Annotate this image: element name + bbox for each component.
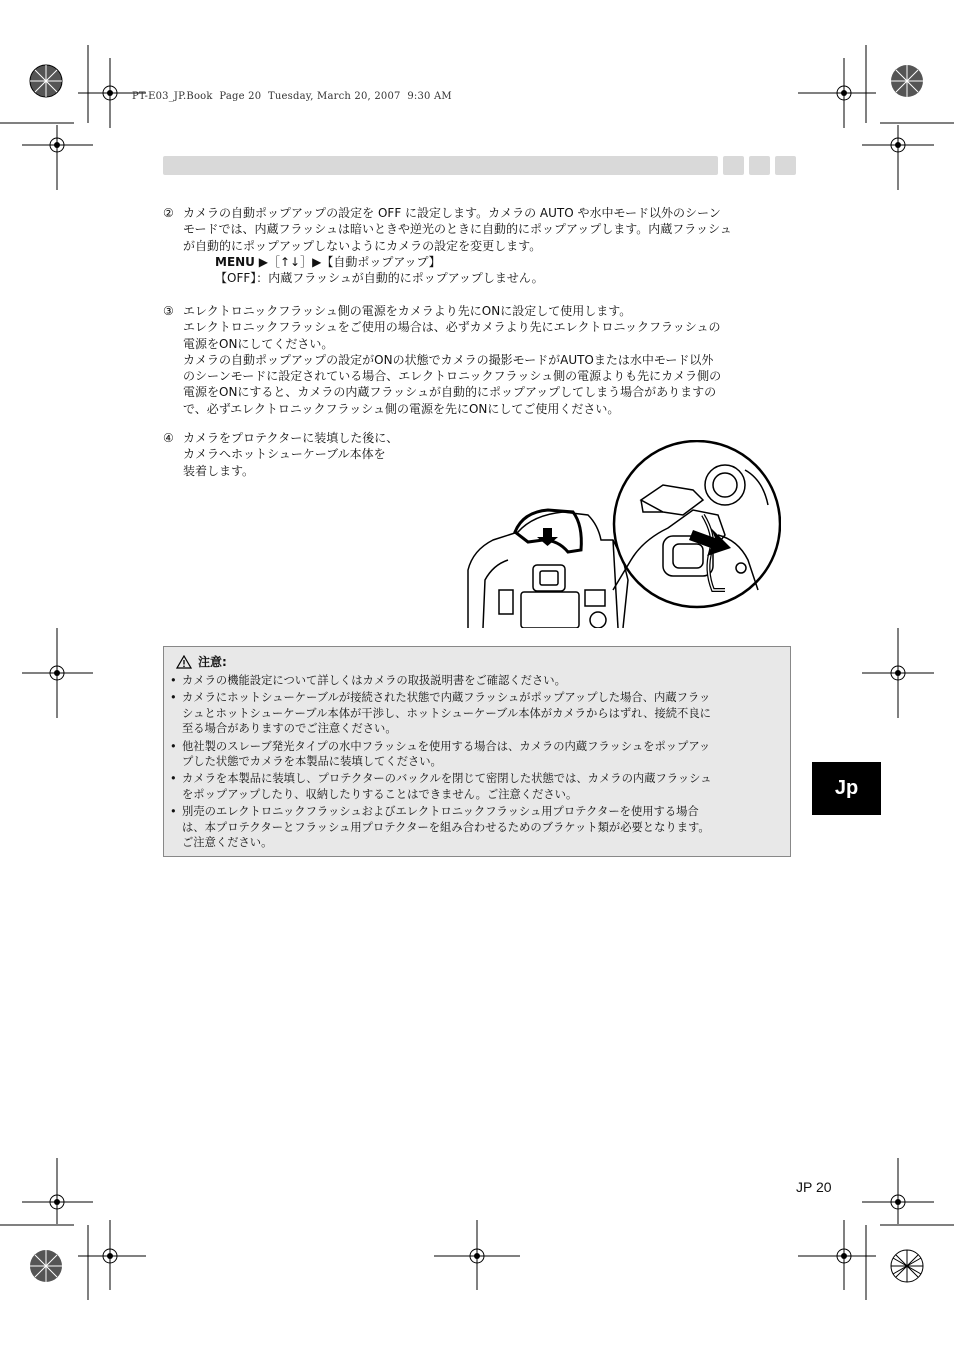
caution-item [168,673,784,689]
caution-item-line: は、本プロテクターとフラッシュ用プロテクターを組み合わせるためのブラケット類が必要となります。 [182,820,710,834]
step-text-line: カメラの自動ポップアップの設定がONの状態でカメラの撮影モードがAUTOまたは水中モード以外 [183,352,714,367]
option-description: 【OFF】：内蔵フラッシュが自動的にポップアップしません。 [215,271,544,286]
step-text-line: 電源をONにすると、カメラの内蔵フラッシュが自動的にポップアップしてしまう場合がありますの [183,385,717,400]
caution-title [176,653,227,670]
menu-path [183,254,732,270]
caution-box [163,646,791,857]
caution-item-line: • カメラにホットシューケーブルが接続された状態で内蔵フラッシュがポップアップした場合、内蔵フラッ [182,691,711,705]
caution-item [168,771,784,802]
menu-path-rest: ▶［↑↓］▶【自動ポップアップ】 [254,254,441,269]
caution-item-line: シュとホットシューケーブル本体が干渉し、ホットシューケーブル本体がカメラからはずれ、接続不良に [182,706,711,720]
section-header-bar [163,156,718,175]
caution-item [168,739,784,770]
caution-item-line: • カメラの機能設定について詳しくはカメラの取扱説明書をご確認ください。 [182,674,566,687]
menu-label: MENU [215,254,255,269]
step-text-line: エレクトロニックフラッシュ側の電源をカメラより先にONに設定して使用します。 [183,304,632,318]
warning-triangle-icon [176,655,192,669]
caution-item-line: • 他社製のスレーブ発光タイプの水中フラッシュを使用する場合は、カメラの内蔵フラッシュをポップアッ [182,739,711,753]
step-text-line: が自動的にポップアップしないようにカメラの設定を変更します。 [183,238,542,253]
step-body [183,303,721,417]
caution-item-line: をポップアップしたり、収納したりすることはできません。ご注意ください。 [182,787,578,801]
language-tab: Jp [812,762,881,815]
header-square [775,156,796,175]
caution-item-line: プした状態でカメラを本製品に装填してください。 [182,755,442,769]
caution-item-line: • カメラを本製品に装填し、プロテクターのバックルを閉じて密閉した状態では、カメラの内蔵フラッシュ [182,772,712,786]
caution-item [168,804,784,851]
caution-item-line: 至る場合がありますのでご注意ください。 [182,722,397,736]
page-number: JP 20 [796,1179,832,1195]
caution-item-line: • 別売のエレクトロニックフラッシュおよびエレクトロニックフラッシュ用プロテクターを使用する場合 [182,805,699,819]
caution-title-text: 注意: [198,655,227,669]
step-number: ② [163,206,174,220]
step-body [183,430,398,479]
step-text-line: モードでは、内蔵フラッシュは暗いときや逆光のときに自動的にポップアップします。内蔵フラッシュ [183,222,732,237]
step-text-line: 装着します。 [183,463,255,478]
step-number: ④ [163,431,174,445]
caution-list [168,673,784,853]
step-number: ③ [163,304,174,318]
step-text-line: のシーンモードに設定されている場合、エレクトロニックフラッシュ側の電源よりも先にカメラ側の [183,369,722,384]
step-text-line: カメラの自動ポップアップの設定を OFF に設定します。カメラの AUTO や水中モード以外のシーン [183,206,721,220]
step-body [183,205,732,286]
header-square [749,156,770,175]
camera-hotshoe-illustration [463,440,781,628]
caution-item-line: ご注意ください。 [182,836,273,850]
book-info-header: PT-E03_JP.Book Page 20 Tuesday, March 20, 2007 9:30 AM [132,91,452,102]
step-text-line: で、必ずエレクトロニックフラッシュ側の電源を先にONにしてご使用ください。 [183,401,620,416]
step-text-line: エレクトロニックフラッシュをご使用の場合は、必ずカメラより先にエレクトロニックフラッシュの [183,320,721,335]
step-text-line: カメラへホットシューケーブル本体を [183,447,386,462]
step-text-line: 電源をONにしてください。 [183,336,334,351]
step-text-line: カメラをプロテクターに装填した後に、 [183,431,399,445]
header-square [723,156,744,175]
caution-item [168,690,784,737]
